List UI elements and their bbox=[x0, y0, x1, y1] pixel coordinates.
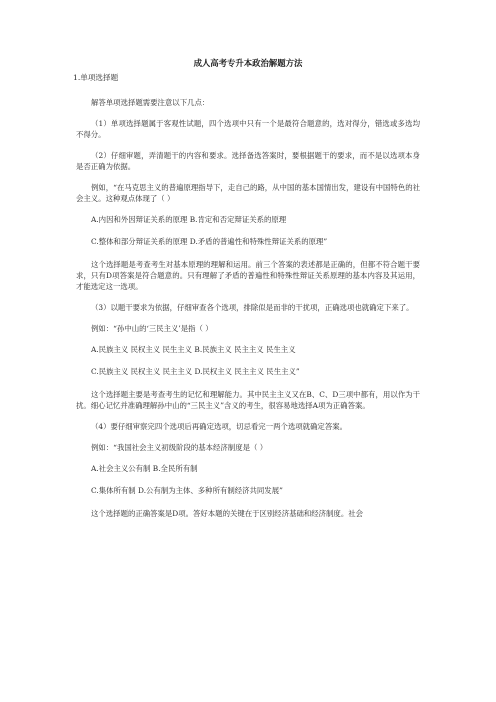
document-page bbox=[73, 58, 420, 529]
example-2-options-cd: C.民族主义 民权主义 民主主义 D.民权主义 民主主义 民生主义” bbox=[91, 367, 300, 377]
paragraph-analysis-2: 这个选择题主要是考查考生的记忆和理解能力。其中民主主义又在B、C、D三项中都有，用以作为干扰。细心记忆并准确理解孙中山的“三民主义”含义的考生，很容易地选择A项为正确答案。 bbox=[76, 389, 420, 411]
section-heading: 1.单项选择题 bbox=[73, 73, 119, 82]
example-2-options-ab: A.民族主义 民权主义 民生主义 B.民族主义 民主主义 民生主义 bbox=[91, 344, 296, 354]
paragraph-intro: 解答单项选择题需要注意以下几点： bbox=[91, 98, 210, 107]
paragraph-analysis-3: 这个选择题的正确答案是D项。答好本题的关键在于区别经济基础和经济制度。社会 bbox=[91, 508, 363, 518]
paragraph-point-2: （2）仔细审题，弄清题干的内容和要求。选择备选答案时，要根据题干的要求，而不是以选项本身是否正确为依据。 bbox=[76, 150, 420, 171]
paragraph-example-2: 例如：“孙中山的‘三民主义’是指（ ） bbox=[91, 323, 213, 333]
example-1-options-cd: C.整体和部分辩证关系的原理 D.矛盾的普遍性和特殊性辩证关系的原理” bbox=[91, 237, 328, 247]
paragraph-point-3: （3）以题干要求为依据，仔细审查各个选项，排除似是而非的干扰项，正确选项也就确定下来了。 bbox=[91, 303, 414, 313]
page-title: 成人高考专升本政治解题方法 bbox=[193, 58, 303, 68]
example-1-options-ab: A.内因和外因辩证关系的原理 B.肯定和否定辩证关系的原理 bbox=[91, 214, 287, 224]
example-3-options-cd: C.集体所有制 D.公有制为主体、多种所有制经济共同发展” bbox=[91, 486, 283, 496]
example-3-options-ab: A.社会主义公有制 B.全民所有制 bbox=[91, 463, 198, 473]
paragraph-example-1: 例如，“在马克思主义的普遍原理指导下，走自己的路，从中国的基本国情出发，建设有中国特色的社会主义。这种观点体现了（ ） bbox=[76, 182, 420, 203]
paragraph-point-4: （4）要仔细审察完四个选项后再确定选项，切忌看完一两个选项就确定答案。 bbox=[91, 421, 347, 431]
paragraph-point-1: （1）单项选择题属于客观性试题，四个选项中只有一个是最符合题意的，选对得分，错选或多选均不得分。 bbox=[76, 118, 420, 139]
paragraph-analysis-1: 这个选择题是考查考生对基本原理的理解和运用。前三个答案的表述都是正确的，但都不符合题干要求，只有D项答案是符合题意的。只有理解了矛盾的普遍性和特殊性辩证关系原理的基本内容及其运用，才能选定这一选项。 bbox=[76, 259, 420, 292]
paragraph-example-3: 例如：“我国社会主义初级阶段的基本经济制度是（ ） bbox=[91, 442, 268, 452]
